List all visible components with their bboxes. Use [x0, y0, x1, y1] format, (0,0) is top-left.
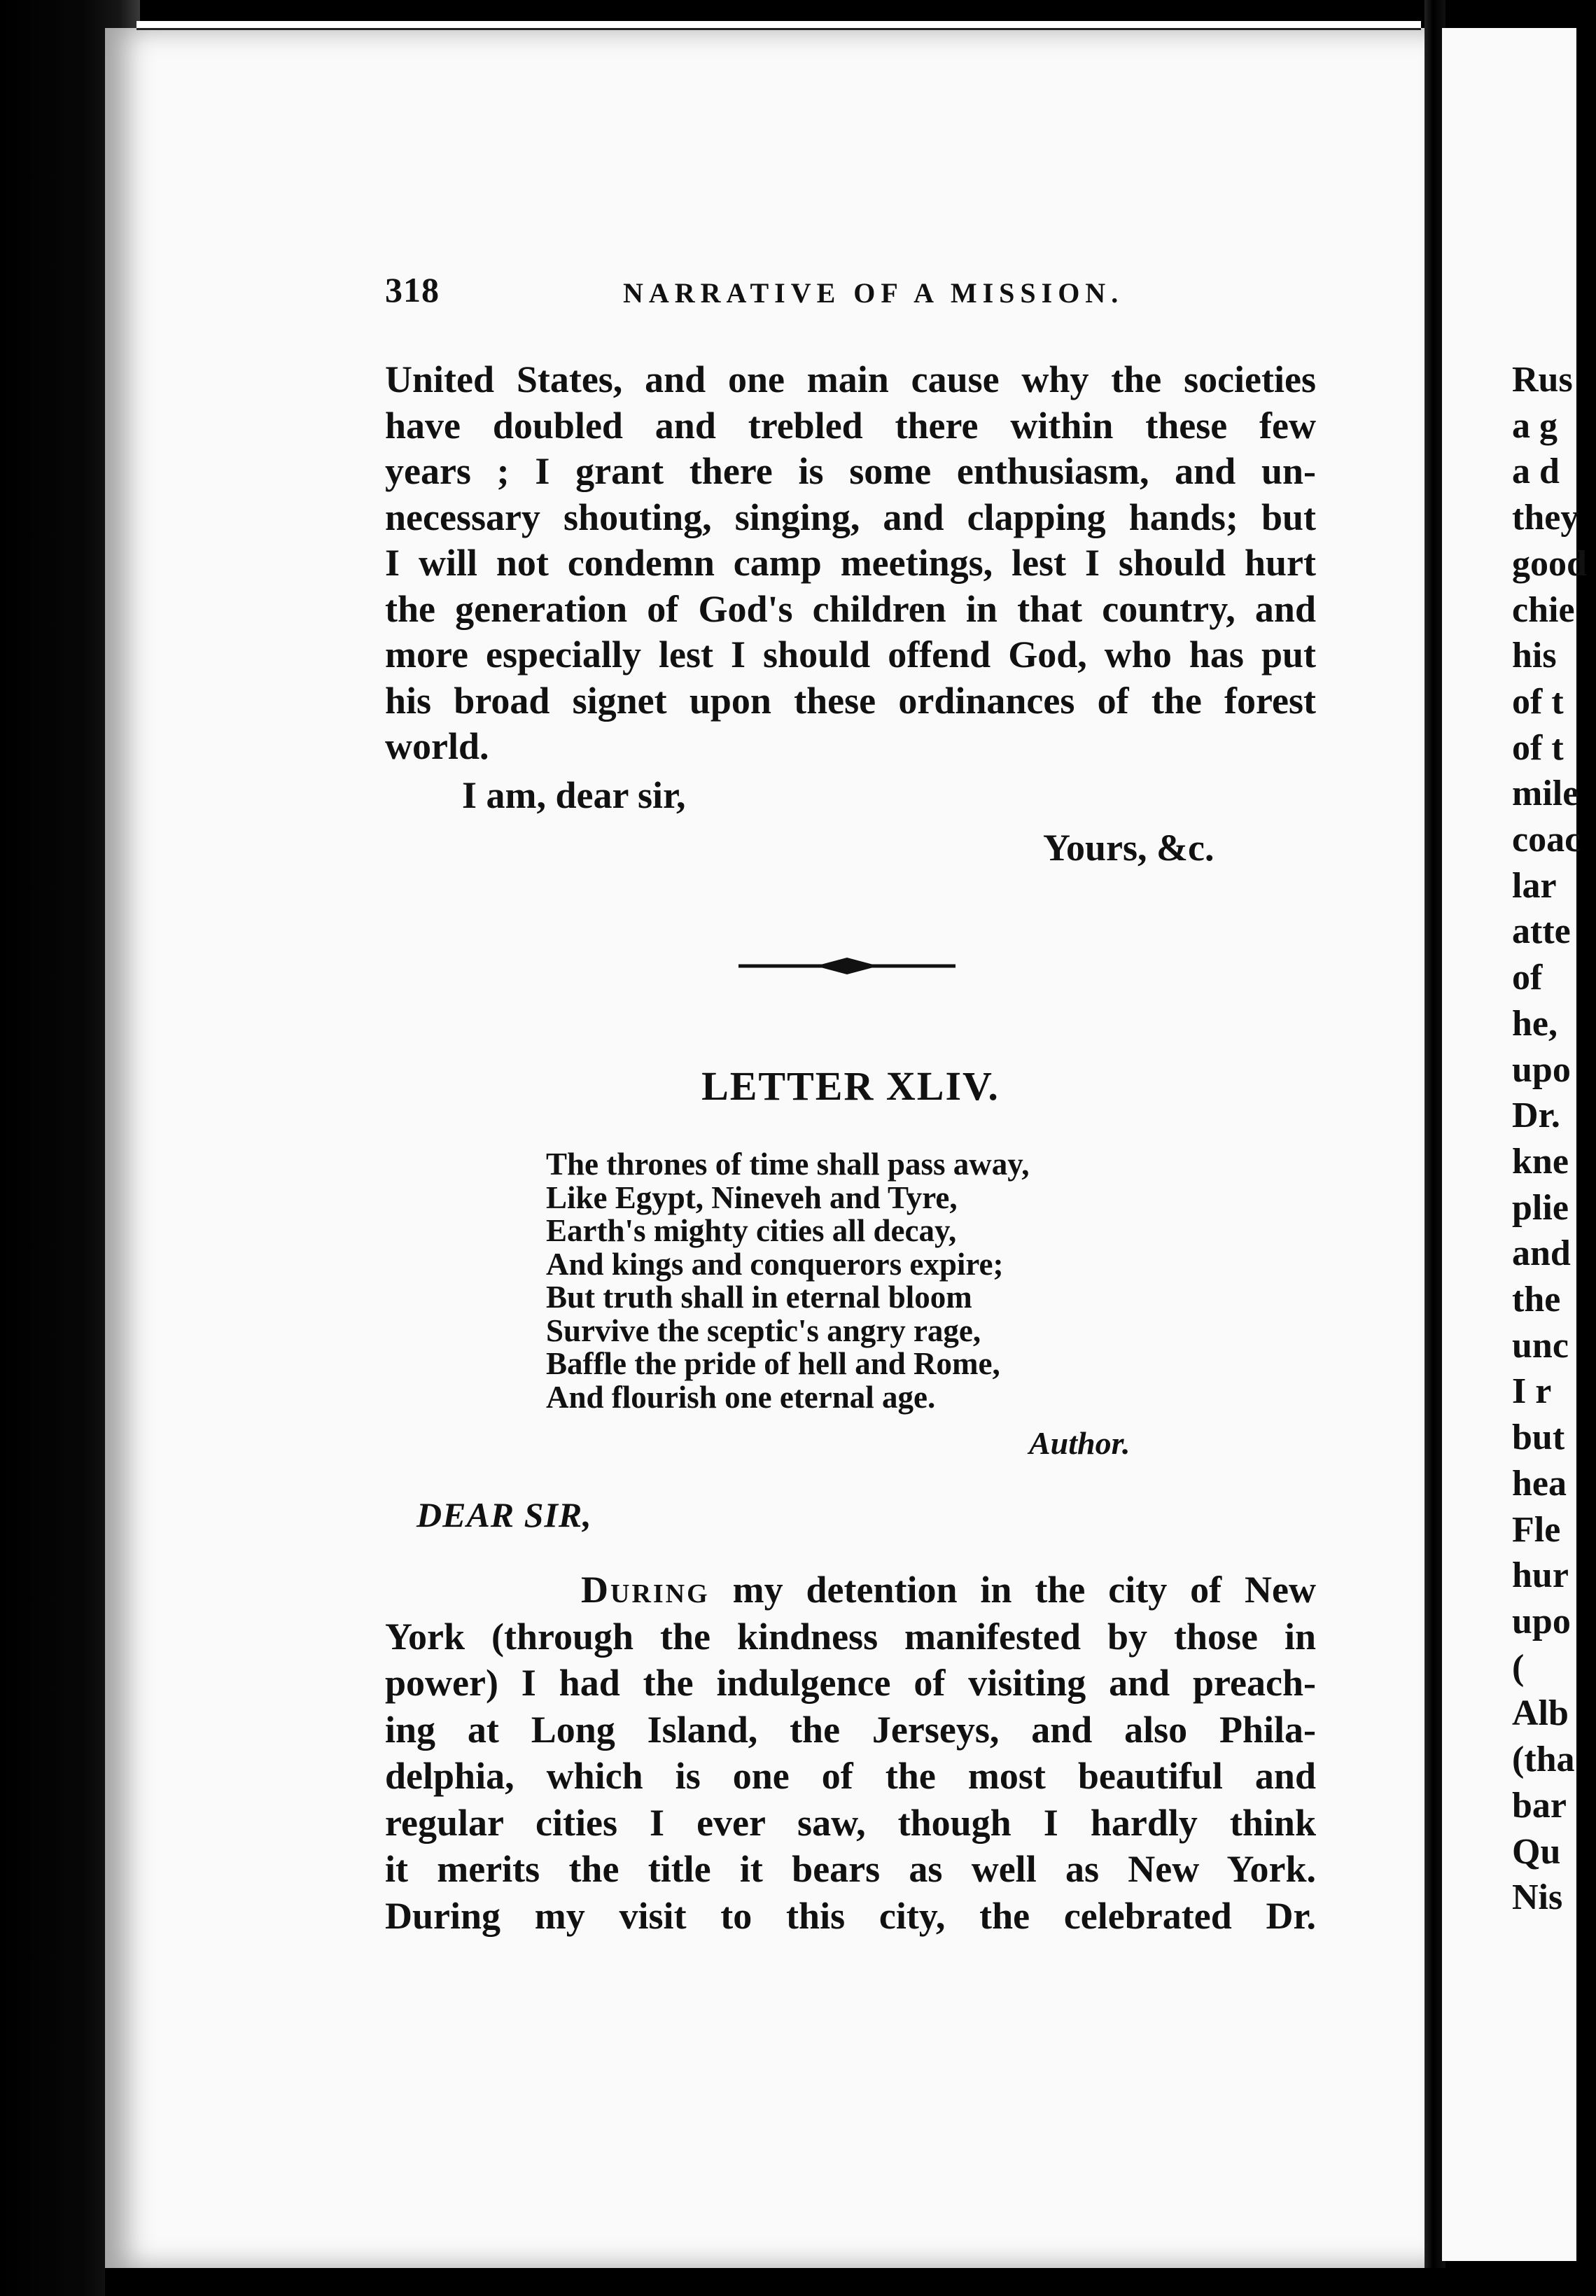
- facing-page-line: a g: [1512, 405, 1558, 446]
- facing-page-line: atte: [1512, 911, 1571, 952]
- facing-page-line: Fle: [1512, 1509, 1561, 1550]
- text-line: his broad signet upon these ordinances of the forest: [385, 679, 1316, 722]
- dropword: During: [581, 1569, 710, 1611]
- verse-line: But truth shall in eternal bloom: [546, 1280, 972, 1315]
- text-line: regular cities I ever saw, though I hardly think: [385, 1801, 1316, 1844]
- text-line: power) I had the indulgence of visiting and preach-: [385, 1662, 1316, 1704]
- facing-page-line: I r: [1512, 1371, 1552, 1412]
- facing-page-line: upo: [1512, 1049, 1571, 1090]
- letter-closing: I am, dear sir,: [462, 774, 686, 816]
- body-paragraph: [385, 1567, 1316, 1939]
- opening-paragraph: [385, 357, 1316, 770]
- section-divider-ornament: [738, 952, 955, 980]
- text-line: have doubled and trebled there within these few: [385, 404, 1316, 447]
- facing-page-line: but: [1512, 1418, 1565, 1458]
- text-line-rest: my detention in the city of New: [709, 1569, 1316, 1611]
- text-line: I will not condemn camp meetings, lest I should hurt: [385, 542, 1316, 584]
- facing-page-line: good: [1512, 543, 1587, 584]
- facing-page-line: Dr.: [1512, 1096, 1560, 1136]
- verse-line: And flourish one eternal age.: [546, 1379, 936, 1415]
- verse-line: Baffle the pride of hell and Rome,: [546, 1346, 1000, 1381]
- facing-page-line: lar: [1512, 865, 1557, 906]
- text-line: ing at Long Island, the Jerseys, and also Phila-: [385, 1708, 1316, 1751]
- facing-page-line: of t: [1512, 681, 1564, 722]
- facing-page-line: hur: [1512, 1555, 1569, 1596]
- facing-page-line: they: [1512, 498, 1579, 538]
- text-line: more especially lest I should offend God, who has put: [385, 634, 1316, 676]
- bottom-edge: [105, 2268, 1576, 2296]
- letter-signoff: Yours, &c.: [1043, 827, 1214, 869]
- facing-page-line: Alb: [1512, 1693, 1569, 1734]
- facing-page-line: kne: [1512, 1141, 1569, 1182]
- facing-page-line: coac: [1512, 820, 1581, 860]
- verse-line: The thrones of time shall pass away,: [546, 1147, 1030, 1182]
- running-title: NARRATIVE OF A MISSION.: [623, 277, 1124, 309]
- verse-line: Like Egypt, Nineveh and Tyre,: [546, 1180, 958, 1215]
- facing-page-line: he,: [1512, 1003, 1558, 1044]
- facing-page-line: of t: [1512, 727, 1564, 768]
- facing-page-line: chie: [1512, 589, 1575, 630]
- facing-page-line: hea: [1512, 1463, 1567, 1504]
- facing-page-line: (: [1512, 1647, 1525, 1688]
- facing-page-line: Qu: [1512, 1831, 1561, 1872]
- verse-attribution: Author.: [1029, 1425, 1130, 1461]
- text-line: delphia, which is one of the most beautiful and: [385, 1755, 1316, 1797]
- text-line: world.: [385, 725, 489, 767]
- facing-page-line: mile: [1512, 774, 1579, 814]
- facing-page-line: of: [1512, 958, 1543, 998]
- page-top-edge: [136, 21, 1421, 30]
- facing-page-fragments: [1512, 357, 1596, 1921]
- facing-page-line: the: [1512, 1280, 1561, 1320]
- facing-page-line: Nis: [1512, 1877, 1563, 1918]
- facing-page-line: his: [1512, 636, 1557, 676]
- facing-page-line: upo: [1512, 1601, 1571, 1642]
- text-line: United States, and one main cause why the societies: [385, 358, 1316, 400]
- letter-title: LETTER XLIV.: [701, 1063, 1000, 1109]
- facing-page-line: plie: [1512, 1187, 1569, 1228]
- verse-line: Earth's mighty cities all decay,: [546, 1213, 957, 1248]
- text-line: During my visit to this city, the celebrated Dr.: [385, 1894, 1316, 1937]
- text-line: York (through the kindness manifested by those in: [385, 1615, 1316, 1658]
- facing-page-line: Rus: [1512, 360, 1573, 400]
- verse-line: And kings and conquerors expire;: [546, 1246, 1004, 1282]
- salutation: DEAR SIR,: [416, 1495, 592, 1534]
- page-header: [385, 270, 1316, 312]
- epigraph-verse: [546, 1148, 1092, 1414]
- text-line: years ; I grant there is some enthusiasm, and un-: [385, 450, 1316, 492]
- verse-line: Survive the sceptic's angry rage,: [546, 1312, 981, 1348]
- page-number: 318: [385, 270, 440, 309]
- text-line: it merits the title it bears as well as New York.: [385, 1848, 1316, 1890]
- facing-page-line: bar: [1512, 1785, 1567, 1826]
- text-line: necessary shouting, singing, and clapping hands; but: [385, 496, 1316, 538]
- text-line: the generation of God's children in that country, and: [385, 587, 1316, 630]
- facing-page-line: unc: [1512, 1325, 1569, 1366]
- facing-page-line: and: [1512, 1233, 1571, 1274]
- facing-page-line: a d: [1512, 451, 1560, 492]
- facing-page-line: (tha: [1512, 1740, 1575, 1780]
- text-line: [385, 1567, 1316, 1614]
